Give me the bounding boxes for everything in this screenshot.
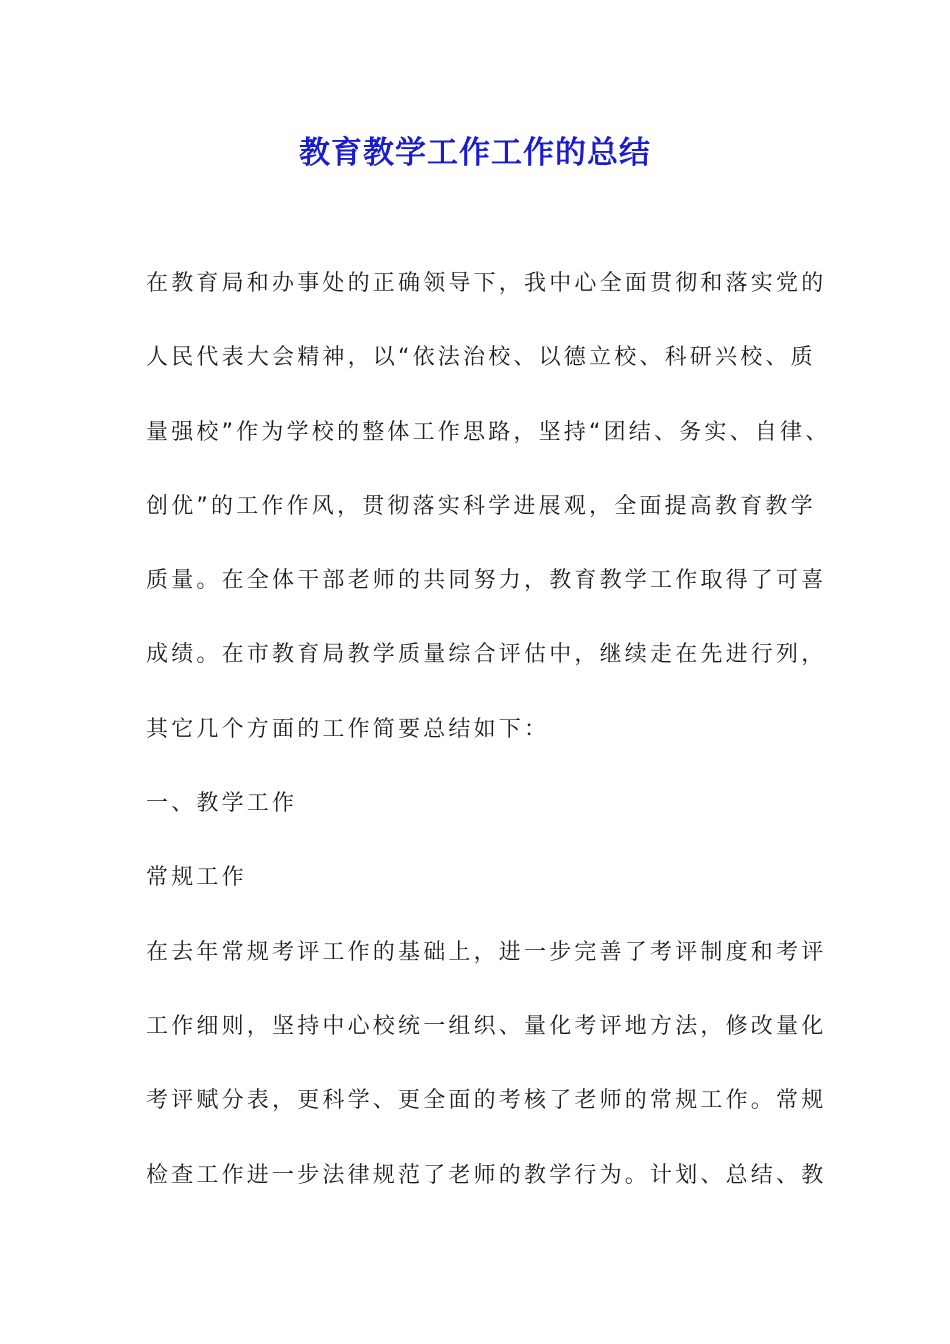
body-line: 人民代表大会精神，以“依法治校、以德立校、科研兴校、质: [146, 345, 816, 371]
body-line: 质量。在全体干部老师的共同努力，教育教学工作取得了可喜: [146, 568, 827, 594]
document-title: 教育教学工作工作的总结: [299, 135, 651, 171]
body-line: 其它几个方面的工作简要总结如下：: [146, 716, 550, 742]
body-line: 检查工作进一步法律规范了老师的教学行为。计划、总结、教: [146, 1162, 827, 1188]
section-heading: 一、教学工作: [146, 791, 298, 817]
body-line: 成绩。在市教育局教学质量综合评估中，继续走在先进行列，: [146, 642, 827, 668]
subsection-heading: 常规工作: [146, 865, 247, 891]
body-line: 在去年常规考评工作的基础上，进一步完善了考评制度和考评: [146, 939, 827, 965]
body-line: 工作细则，坚持中心校统一组织、量化考评地方法，修改量化: [146, 1013, 827, 1039]
body-line: 在教育局和办事处的正确领导下，我中心全面贯彻和落实党的: [146, 271, 827, 296]
document-body: [146, 266, 831, 1232]
body-line: 创优”的工作作风，贯彻落实科学进展观，全面提高教育教学: [146, 493, 816, 519]
body-line: 考评赋分表，更科学、更全面的考核了老师的常规工作。常规: [146, 1088, 827, 1114]
body-line: 量强校”作为学校的整体工作思路，坚持“团结、务实、自律、: [146, 419, 831, 445]
